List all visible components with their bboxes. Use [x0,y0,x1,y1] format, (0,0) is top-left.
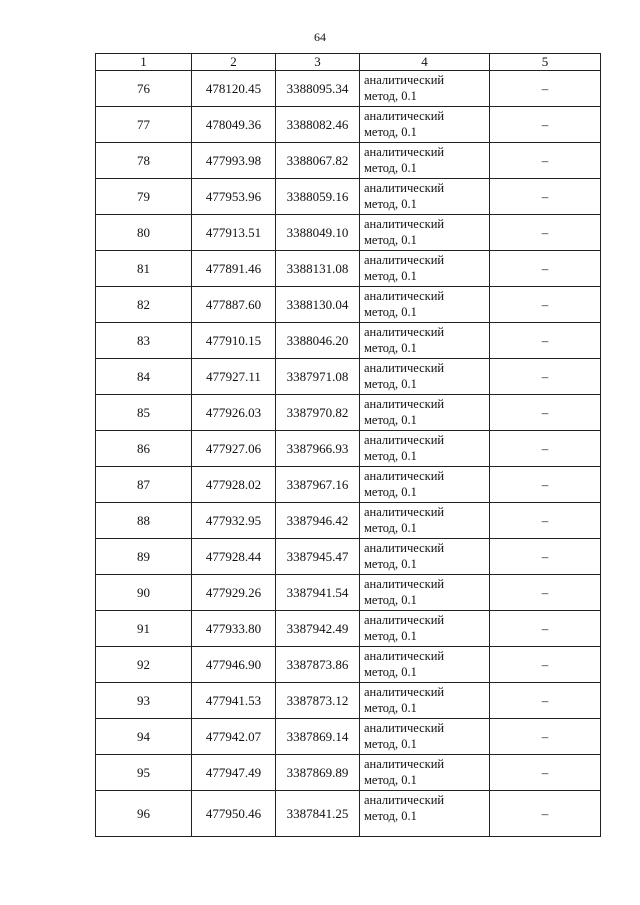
x-coordinate-cell: 477910.15 [192,323,276,359]
method-line-1: аналитический [364,217,445,231]
column-header-4: 4 [360,54,490,71]
y-coordinate-cell: 3387869.14 [276,719,360,755]
method-line-2: метод, 0.1 [364,737,417,751]
x-coordinate-cell: 477928.02 [192,467,276,503]
method-line-2: метод, 0.1 [364,701,417,715]
y-coordinate-cell: 3388082.46 [276,107,360,143]
table-body [96,71,601,837]
note-cell: – [490,179,601,215]
x-coordinate-cell: 478120.45 [192,71,276,107]
method-cell [360,395,490,431]
method-line-1: аналитический [364,109,445,123]
method-cell [360,611,490,647]
y-coordinate-cell: 3387942.49 [276,611,360,647]
note-cell: – [490,755,601,791]
method-line-1: аналитический [364,505,445,519]
column-header-3: 3 [276,54,360,71]
point-number-cell: 84 [96,359,192,395]
y-coordinate-cell: 3388059.16 [276,179,360,215]
method-line-1: аналитический [364,181,445,195]
y-coordinate-cell: 3387945.47 [276,539,360,575]
method-line-2: метод, 0.1 [364,89,417,103]
y-coordinate-cell: 3388130.04 [276,287,360,323]
x-coordinate-cell: 477926.03 [192,395,276,431]
note-cell: – [490,107,601,143]
y-coordinate-cell: 3388067.82 [276,143,360,179]
note-cell: – [490,791,601,837]
method-line-2: метод, 0.1 [364,161,417,175]
x-coordinate-cell: 477932.95 [192,503,276,539]
table-row [96,755,601,791]
method-line-2: метод, 0.1 [364,269,417,283]
x-coordinate-cell: 477927.06 [192,431,276,467]
point-number-cell: 80 [96,215,192,251]
method-line-2: метод, 0.1 [364,197,417,211]
y-coordinate-cell: 3387946.42 [276,503,360,539]
method-cell [360,215,490,251]
y-coordinate-cell: 3387967.16 [276,467,360,503]
method-line-1: аналитический [364,685,445,699]
column-header-2: 2 [192,54,276,71]
method-cell [360,791,490,837]
point-number-cell: 77 [96,107,192,143]
table-row [96,503,601,539]
note-cell: – [490,287,601,323]
table-row [96,179,601,215]
note-cell: – [490,683,601,719]
page-number: 64 [314,30,326,44]
note-cell: – [490,215,601,251]
point-number-cell: 91 [96,611,192,647]
note-cell: – [490,467,601,503]
y-coordinate-cell: 3388046.20 [276,323,360,359]
method-line-1: аналитический [364,469,445,483]
column-header-1: 1 [96,54,192,71]
table-row [96,359,601,395]
point-number-cell: 76 [96,71,192,107]
method-cell [360,467,490,503]
method-line-2: метод, 0.1 [364,485,417,499]
x-coordinate-cell: 477927.11 [192,359,276,395]
x-coordinate-cell: 477950.46 [192,791,276,837]
method-line-2: метод, 0.1 [364,125,417,139]
column-header-5: 5 [490,54,601,71]
note-cell: – [490,395,601,431]
table-row [96,143,601,179]
x-coordinate-cell: 477993.98 [192,143,276,179]
x-coordinate-cell: 477947.49 [192,755,276,791]
method-line-2: метод, 0.1 [364,773,417,787]
method-line-2: метод, 0.1 [364,377,417,391]
method-cell [360,359,490,395]
method-line-2: метод, 0.1 [364,665,417,679]
table-row [96,791,601,837]
y-coordinate-cell: 3387869.89 [276,755,360,791]
note-cell: – [490,539,601,575]
method-cell [360,323,490,359]
method-line-1: аналитический [364,397,445,411]
method-line-2: метод, 0.1 [364,341,417,355]
point-number-cell: 81 [96,251,192,287]
method-line-1: аналитический [364,289,445,303]
method-line-1: аналитический [364,433,445,447]
y-coordinate-cell: 3388049.10 [276,215,360,251]
method-line-1: аналитический [364,145,445,159]
coordinates-table [95,53,601,837]
method-cell [360,683,490,719]
method-line-2: метод, 0.1 [364,593,417,607]
method-line-2: метод, 0.1 [364,233,417,247]
point-number-cell: 78 [96,143,192,179]
table-header-row [96,54,601,71]
note-cell: – [490,503,601,539]
point-number-cell: 90 [96,575,192,611]
x-coordinate-cell: 477913.51 [192,215,276,251]
method-cell [360,143,490,179]
method-cell [360,647,490,683]
table-row [96,287,601,323]
table-row [96,611,601,647]
method-cell [360,179,490,215]
x-coordinate-cell: 477942.07 [192,719,276,755]
method-cell [360,719,490,755]
method-cell [360,755,490,791]
table-row [96,431,601,467]
method-cell [360,287,490,323]
method-line-1: аналитический [364,757,445,771]
note-cell: – [490,251,601,287]
method-line-1: аналитический [364,541,445,555]
y-coordinate-cell: 3387873.86 [276,647,360,683]
method-line-1: аналитический [364,325,445,339]
method-cell [360,575,490,611]
y-coordinate-cell: 3387970.82 [276,395,360,431]
method-line-2: метод, 0.1 [364,809,417,823]
note-cell: – [490,575,601,611]
table-row [96,107,601,143]
y-coordinate-cell: 3387966.93 [276,431,360,467]
x-coordinate-cell: 477946.90 [192,647,276,683]
method-line-1: аналитический [364,73,445,87]
method-line-2: метод, 0.1 [364,413,417,427]
method-line-1: аналитический [364,361,445,375]
point-number-cell: 79 [96,179,192,215]
method-line-2: метод, 0.1 [364,629,417,643]
method-line-1: аналитический [364,577,445,591]
method-line-1: аналитический [364,253,445,267]
point-number-cell: 95 [96,755,192,791]
method-cell [360,503,490,539]
y-coordinate-cell: 3388131.08 [276,251,360,287]
y-coordinate-cell: 3387873.12 [276,683,360,719]
point-number-cell: 86 [96,431,192,467]
table-row [96,251,601,287]
method-line-2: метод, 0.1 [364,521,417,535]
y-coordinate-cell: 3387941.54 [276,575,360,611]
y-coordinate-cell: 3387841.25 [276,791,360,837]
point-number-cell: 83 [96,323,192,359]
x-coordinate-cell: 477928.44 [192,539,276,575]
x-coordinate-cell: 478049.36 [192,107,276,143]
table-row [96,323,601,359]
point-number-cell: 93 [96,683,192,719]
note-cell: – [490,143,601,179]
note-cell: – [490,71,601,107]
y-coordinate-cell: 3387971.08 [276,359,360,395]
table-row [96,719,601,755]
table-row [96,71,601,107]
method-cell [360,71,490,107]
x-coordinate-cell: 477929.26 [192,575,276,611]
method-cell [360,107,490,143]
y-coordinate-cell: 3388095.34 [276,71,360,107]
note-cell: – [490,323,601,359]
table-row [96,683,601,719]
point-number-cell: 87 [96,467,192,503]
table-row [96,215,601,251]
method-line-2: метод, 0.1 [364,557,417,571]
method-line-1: аналитический [364,793,445,807]
method-cell [360,539,490,575]
point-number-cell: 85 [96,395,192,431]
table-row [96,575,601,611]
table-row [96,539,601,575]
point-number-cell: 96 [96,791,192,837]
x-coordinate-cell: 477941.53 [192,683,276,719]
note-cell: – [490,359,601,395]
method-cell [360,431,490,467]
table-row [96,395,601,431]
x-coordinate-cell: 477933.80 [192,611,276,647]
method-line-1: аналитический [364,613,445,627]
point-number-cell: 92 [96,647,192,683]
note-cell: – [490,647,601,683]
method-line-1: аналитический [364,721,445,735]
method-line-2: метод, 0.1 [364,305,417,319]
method-line-1: аналитический [364,649,445,663]
point-number-cell: 94 [96,719,192,755]
method-cell [360,251,490,287]
table-row [96,647,601,683]
x-coordinate-cell: 477887.60 [192,287,276,323]
note-cell: – [490,431,601,467]
point-number-cell: 89 [96,539,192,575]
point-number-cell: 82 [96,287,192,323]
method-line-2: метод, 0.1 [364,449,417,463]
x-coordinate-cell: 477953.96 [192,179,276,215]
x-coordinate-cell: 477891.46 [192,251,276,287]
point-number-cell: 88 [96,503,192,539]
note-cell: – [490,611,601,647]
note-cell: – [490,719,601,755]
table-row [96,467,601,503]
